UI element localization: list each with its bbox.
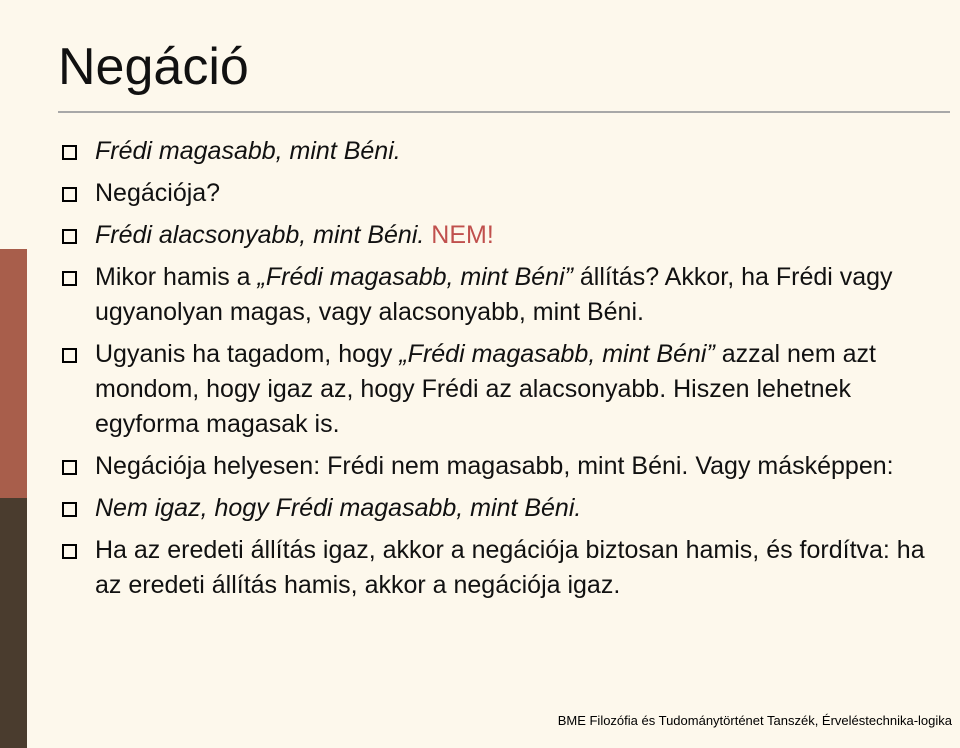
hollow-square-icon [62,348,77,363]
quoted-statement: „Frédi magasabb, mint Béni” [257,263,573,291]
bullet-item-4 [60,260,930,330]
bullet-item-6 [60,449,930,484]
bullet-text-post: azzal nem azt mondom, hogy igaz az, hogy Frédi az alacsonyabb. Hiszen lehetnek egyforma magasak is. [95,340,876,438]
quoted-statement: „Frédi magasabb, mint Béni” [399,340,715,368]
hollow-square-icon [62,544,77,559]
bullet-item-7 [60,491,930,526]
hollow-square-icon [62,229,77,244]
hollow-square-icon [62,187,77,202]
bullet-item-3 [60,218,930,253]
bullet-list [60,134,930,610]
bullet-text: Negációja helyesen: Frédi nem magasabb, mint Béni. Vagy másképpen: [95,452,894,480]
title-divider [58,111,950,113]
hollow-square-icon [62,145,77,160]
slide-title: Negáció [58,38,249,96]
bullet-text: Ha az eredeti állítás igaz, akkor a negációja biztosan hamis, és fordítva: ha az eredeti állítás hamis, akkor a negációja igaz. [95,536,925,599]
bullet-item-8 [60,533,930,603]
bullet-text: Frédi magasabb, mint Béni. [95,137,401,165]
bullet-item-1 [60,134,930,169]
side-bar-top-decoration [0,249,27,498]
bullet-text: Nem igaz, hogy Frédi magasabb, mint Béni. [95,494,582,522]
bullet-text-post: állítás? Akkor, ha Frédi vagy ugyanolyan magas, vagy alacsonyabb, mint Béni. [95,263,893,326]
bullet-text: Frédi alacsonyabb, mint Béni. [95,221,425,249]
bullet-text-pre: Ugyanis ha tagadom, hogy [95,340,400,368]
hollow-square-icon [62,271,77,286]
side-bar-bottom-decoration [0,498,27,748]
bullet-text: Negációja? [95,179,221,207]
emphasis-no: NEM! [431,221,494,249]
hollow-square-icon [62,460,77,475]
bullet-text-pre: Mikor hamis a [95,263,258,291]
bullet-item-5 [60,337,930,442]
hollow-square-icon [62,502,77,517]
slide-footer: BME Filozófia és Tudománytörténet Tanszék, Érveléstechnika-logika [557,713,952,728]
bullet-item-2 [60,176,930,211]
